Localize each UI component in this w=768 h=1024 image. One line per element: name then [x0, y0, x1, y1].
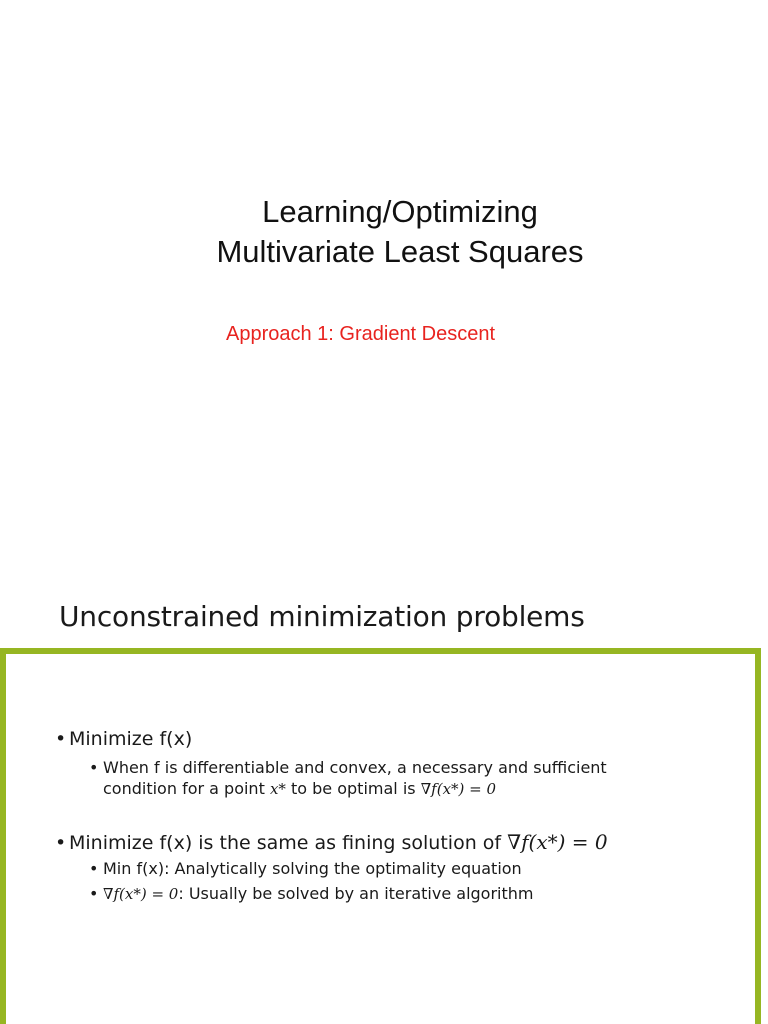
- math-x-star: x*: [269, 780, 286, 798]
- sub-bullet-iterative: [89, 884, 534, 903]
- bullet-dot: •: [55, 728, 67, 750]
- slide-title-line-2: Multivariate Least Squares: [216, 234, 584, 269]
- bullet-dot: •: [89, 859, 99, 878]
- sub-bullet-condition: [89, 757, 607, 800]
- sub-bullet-condition-line1: When f is differentiable and convex, a necessary and sufficient: [103, 758, 607, 777]
- slide-subtitle: Approach 1: Gradient Descent: [226, 323, 496, 345]
- math-gradient-zero-small: ∇f(x*) = 0: [103, 885, 179, 903]
- bullet-equivalence: [55, 830, 608, 854]
- slide-title-line-1: Learning/Optimizing: [262, 194, 538, 229]
- bullet-dot: •: [89, 758, 99, 777]
- sub-bullet-iterative-text: : Usually be solved by an iterative algorithm: [178, 884, 534, 903]
- bullet-dot: •: [55, 832, 67, 854]
- bullet-dot: •: [89, 884, 99, 903]
- bullet-minimize-text: Minimize f(x): [69, 728, 193, 750]
- bullet-equivalence-text: Minimize f(x) is the same as fining solution of: [69, 832, 508, 854]
- sub-bullet-condition-line2-mid: to be optimal is: [285, 779, 421, 798]
- sub-bullet-analytic-text: Min f(x): Analytically solving the optimality equation: [103, 859, 522, 878]
- sub-bullet-condition-line2-pre: condition for a point: [103, 779, 270, 798]
- math-gradient-zero: ∇f(x*) = 0: [420, 780, 497, 798]
- sub-bullet-analytic: [89, 859, 522, 878]
- bullet-minimize: [55, 728, 192, 750]
- math-gradient-zero-large: ∇f(x*) = 0: [507, 830, 608, 854]
- section-title: Unconstrained minimization problems: [59, 600, 585, 633]
